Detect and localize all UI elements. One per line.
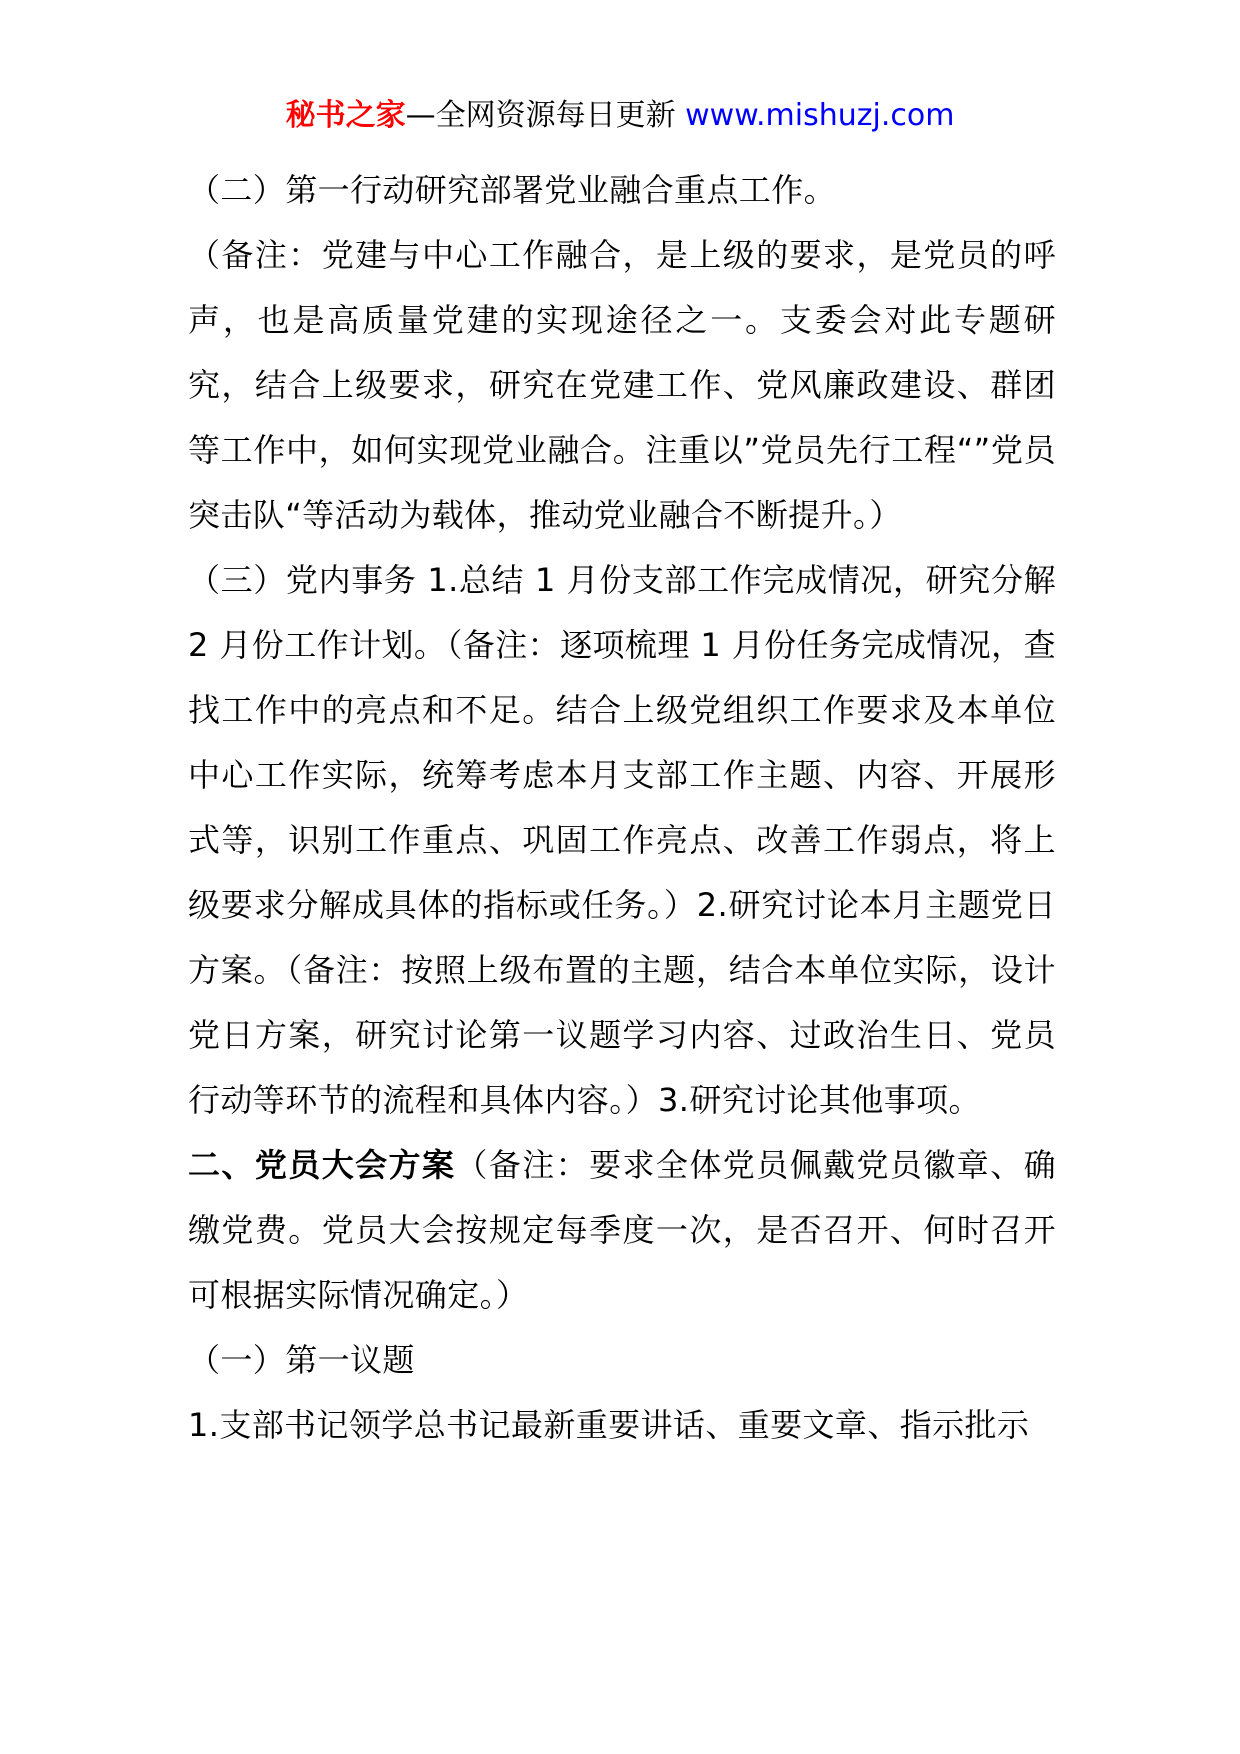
remark-paragraph: （备注：党建与中心工作融合，是上级的要求，是党员的呼声，也是高质量党建的实现途径之一。支委会对此专题研究，结合上级要求，研究在党建工作、党风廉政建设、群团等工作中，如何实现党业融合。注重以”党员先行工程“”党员突击队“等活动为载体，推动党业融合不断提升。） — [188, 236, 1056, 534]
document-body — [188, 158, 1056, 1458]
section-title-bold: 二、党员大会方案 — [188, 1146, 456, 1184]
first-topic-heading: （一）第一议题 — [188, 1341, 415, 1379]
party-congress-paragraph: 二、党员大会方案（备注：要求全体党员佩戴党员徽章、确缴党费。党员大会按规定每季度一次，是否召开、何时召开可根据实际情况确定。） — [188, 1146, 1056, 1314]
brand-name: 秘书之家 — [285, 98, 406, 133]
header-slogan: —全网资源每日更新 — [405, 98, 686, 133]
site-url-link[interactable]: www.mishuzj.com — [685, 98, 955, 133]
item-paragraph: 1.支部书记领学总书记最新重要讲话、重要文章、指示批示 — [188, 1406, 1030, 1444]
party-affairs-paragraph: （三）党内事务 1.总结 1 月份支部工作完成情况，研究分解 2 月份工作计划。（备注：逐项梳理 1 月份任务完成情况，查找工作中的亮点和不足。结合上级党组织工作要求及本单位中心工作实际，统筹考虑本月支部工作主题、内容、开展形式等，识别工作重点、巩固工作亮点、改善工作弱点，将上级要求分解成具体的指标或任务。）2.研究讨论本月主题党日方案。（备注：按照上级布置的主题，结合本单位实际，设计党日方案，研究讨论第一议题学习内容、过政治生日、党员行动等环节的流程和具体内容。）3.研究讨论其他事项。 — [188, 561, 1056, 1119]
section-heading-2: （二）第一行动研究部署党业融合重点工作。 — [188, 171, 837, 209]
site-header — [0, 96, 1240, 136]
